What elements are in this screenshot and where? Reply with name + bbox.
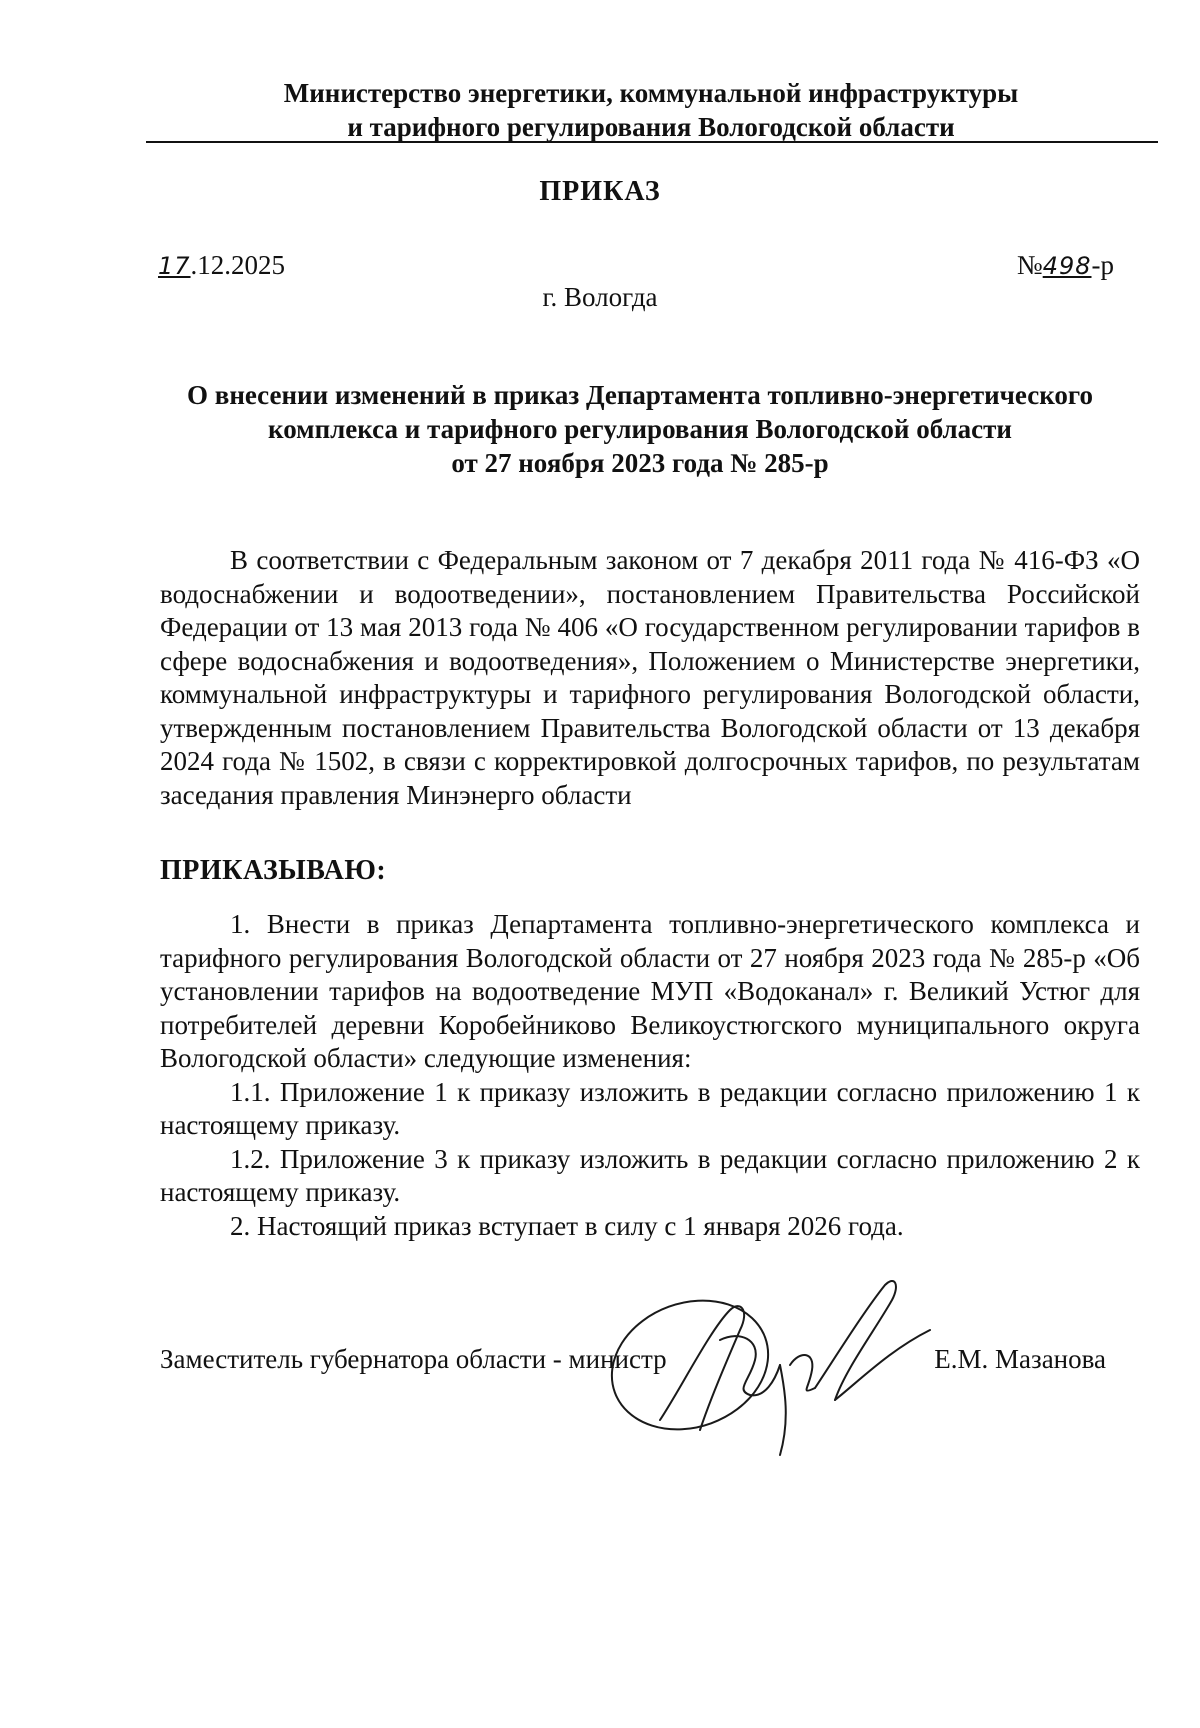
preamble [160,544,1140,812]
order-item: 1. Внести в приказ Департамента топливно-энергетического комплекса и тарифного регулирования Вологодской области от 27 ноября 2023 года № 285-р «Об установлении тарифов на водоотведение МУП «Водоканал» г. Великий Устюг для потребителей деревни Коробейниково Великоустюгского муниципального округа Вологодской области» следующие изменения: [160,909,1140,1073]
title-line3: от 27 ноября 2023 года № 285-р [451,448,829,478]
document-title [150,378,1130,480]
document-type: ПРИКАЗ [539,176,661,207]
ministry-header-line2: и тарифного регулирования Вологодской области [347,112,955,142]
title-line1: О внесении изменений в приказ Департамента топливно-энергетического [186,380,1093,410]
signatory-position: Заместитель губернатора области - министр [160,1344,667,1374]
date-day-handwritten: 17 [158,252,191,280]
document-date [158,250,285,281]
handwritten-signature [600,1270,960,1460]
header-divider [146,141,1158,143]
document-city: г. Вологда [542,282,658,312]
order-word: ПРИКАЗЫВАЮ: [160,855,387,886]
preamble-paragraph: В соответствии с Федеральным законом от 7 декабря 2011 года № 416-ФЗ «О водоснабжении и водоотведении», постановлением Правительства Российской Федерации от 13 мая 2013 года № 406 «О государственном регулировании тарифов в сфере водоснабжения и водоотведения», Положением о Министерстве энергетики, коммунальной инфраструктуры и тарифного регулирования Вологодской области, утвержденным постановлением Правительства Вологодской области от 13 декабря 2024 года № 1502, в связи с корректировкой долгосрочных тарифов, по результатам заседания правления Минэнерго области [160,545,1140,810]
date-rest: .12.2025 [190,250,286,280]
number-handwritten: 498 [1042,252,1092,280]
order-item: 1.1. Приложение 1 к приказу изложить в редакции согласно приложению 1 к настоящему приказу. [160,1076,1140,1140]
ministry-header [146,76,1156,144]
ministry-header-line1: Министерство энергетики, коммунальной инфраструктуры [283,78,1019,108]
signatory-name: Е.М. Мазанова [934,1344,1106,1374]
number-prefix: № [1016,250,1043,280]
number-suffix: -р [1091,250,1114,280]
title-line2: комплекса и тарифного регулирования Вологодской области [268,414,1012,444]
order-item: 1.2. Приложение 3 к приказу изложить в редакции согласно приложению 2 к настоящему приказу. [160,1143,1140,1207]
document-number [1017,250,1114,281]
order-item: 2. Настоящий приказ вступает в силу с 1 января 2026 года. [230,1210,904,1241]
order-items [160,908,1140,1243]
